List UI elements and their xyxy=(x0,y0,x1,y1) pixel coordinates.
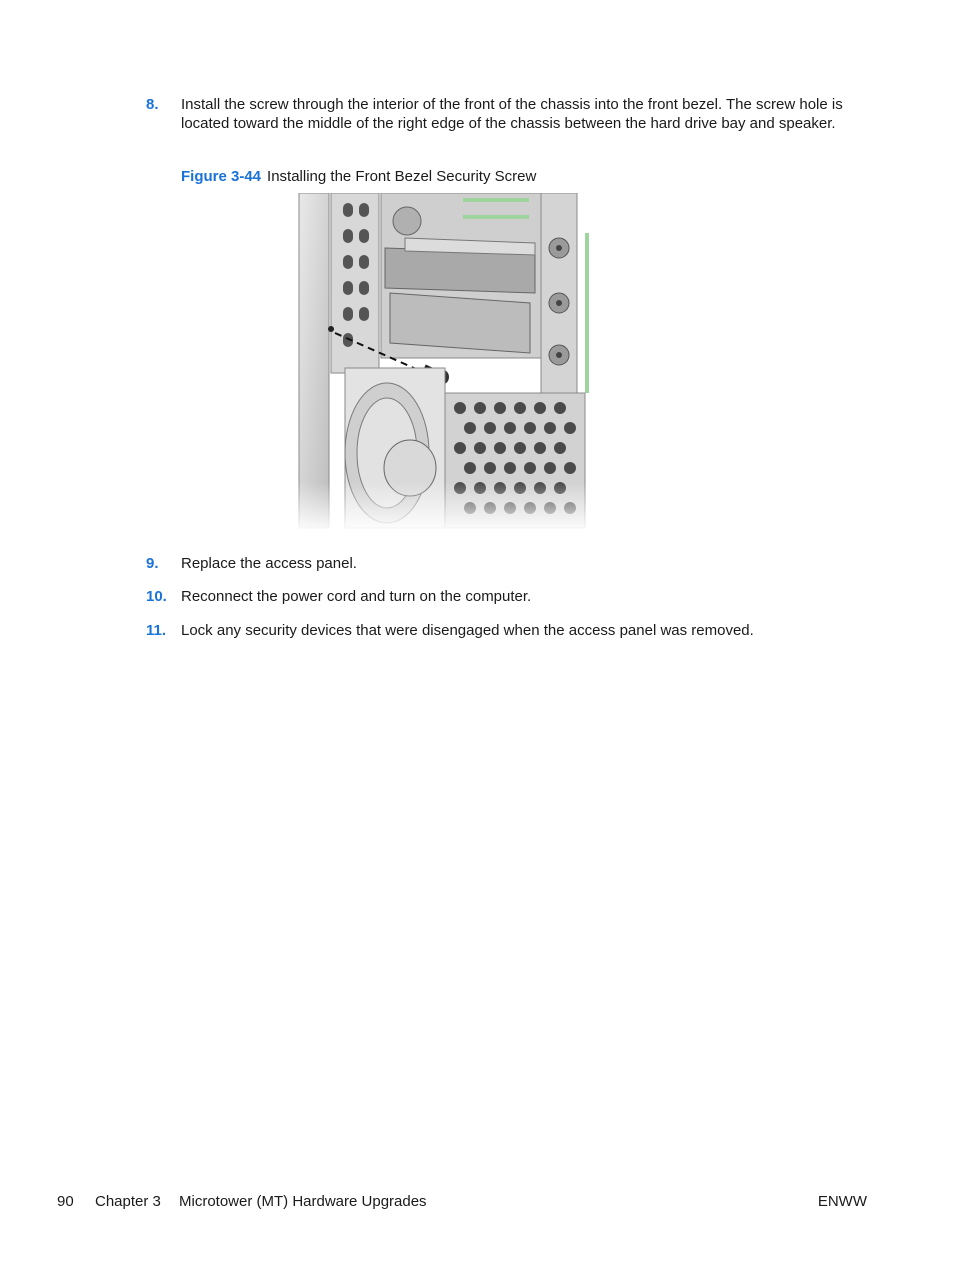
step-11 xyxy=(146,621,886,640)
page-number: 90 xyxy=(57,1193,74,1210)
figure-number: Figure 3-44 xyxy=(181,168,262,185)
step-number: 8. xyxy=(146,96,159,113)
chapter-title: Microtower (MT) Hardware Upgrades xyxy=(179,1193,427,1210)
step-text: Reconnect the power cord and turn on the computer. xyxy=(181,588,532,605)
chassis-illustration xyxy=(295,193,593,533)
step-text: Replace the access panel. xyxy=(181,555,357,572)
document-code: ENWW xyxy=(817,1193,867,1210)
figure-caption xyxy=(181,167,536,186)
figure-caption-text: Installing the Front Bezel Security Screw xyxy=(267,168,537,185)
step-text: Install the screw through the interior of the front of the chassis into the front bezel. The screw hole is located toward the middle of the right edge of the chassis between the hard drive bay and speaker. xyxy=(181,96,843,132)
chapter-label: Chapter 3 xyxy=(95,1193,161,1210)
step-10 xyxy=(146,587,886,606)
step-number: 9. xyxy=(146,555,159,572)
step-8 xyxy=(146,95,886,133)
step-text: Lock any security devices that were disengaged when the access panel was removed. xyxy=(181,622,754,639)
step-number: 10. xyxy=(146,588,167,605)
step-number: 11. xyxy=(146,622,167,639)
step-9 xyxy=(146,554,886,573)
